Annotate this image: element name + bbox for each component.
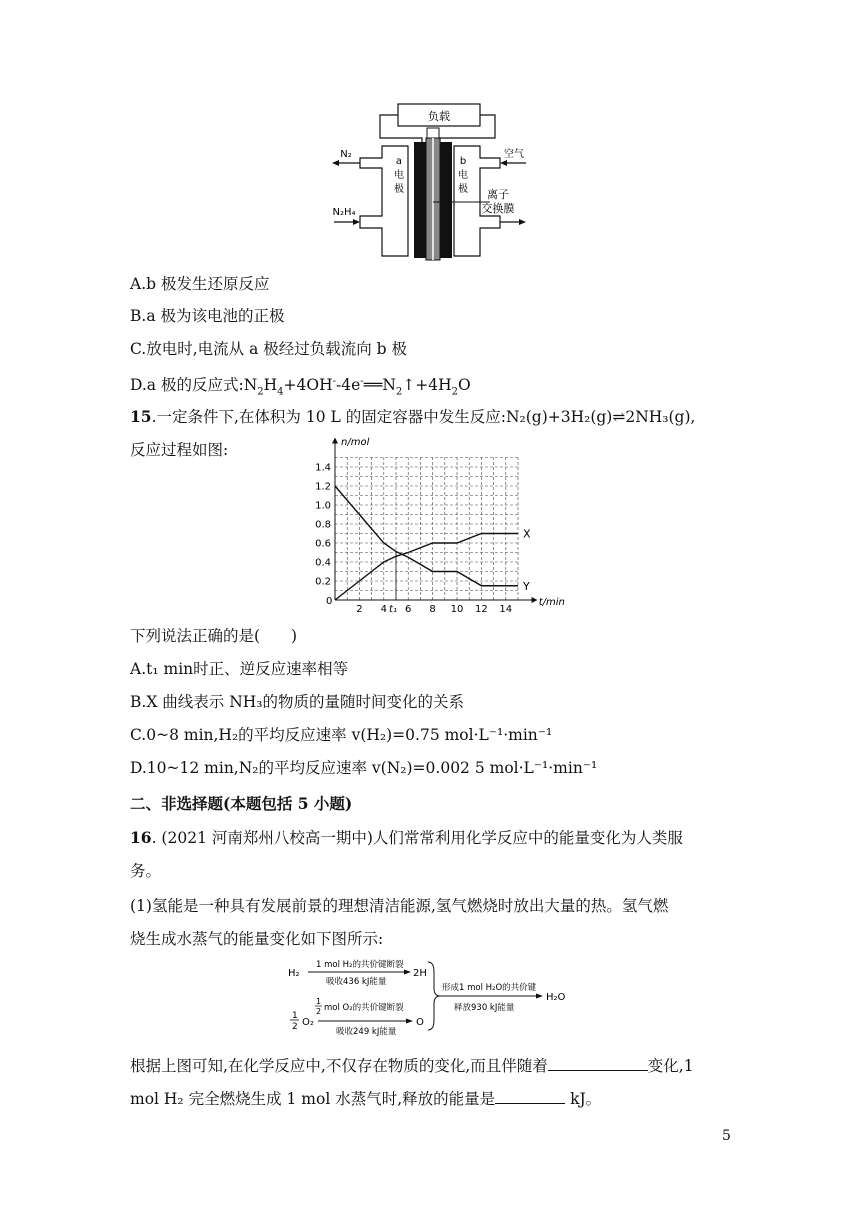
b-electrode-char-3: 极 xyxy=(458,184,468,195)
n2-label: N₂ xyxy=(340,149,352,160)
y-tick-label: 1.0 xyxy=(315,500,331,512)
x-tick-label: 8 xyxy=(429,604,436,615)
energy-change-diagram xyxy=(282,954,582,1039)
bot-arrow-below-label: 吸收249 kJ能量 xyxy=(336,1027,397,1037)
x-tick-label: 6 xyxy=(405,604,412,615)
q16-question-line-1: 根据上图可知,在化学反应中,不仅存在物质的变化,而且伴随着 变化,1 xyxy=(130,1054,740,1076)
bot-arrow-above-label: mol O₂的共价键断裂 xyxy=(324,1003,404,1013)
y-tick-label: 0.4 xyxy=(315,557,331,569)
page-number: 5 xyxy=(722,1128,731,1144)
q14-option-a: A.b 极发生还原反应 xyxy=(130,275,270,293)
t1-label: t₁ xyxy=(389,604,397,615)
section-heading: 二、非选择题(本题包括 5 小题) xyxy=(130,794,353,813)
q16-part1-line-1: (1)氢能是一种具有发展前景的理想清洁能源,氢气燃烧时放出大量的热。氢气燃 xyxy=(130,897,669,915)
a-electrode-char-3: 极 xyxy=(394,184,404,195)
series-label-x: X xyxy=(523,527,531,541)
y-tick-label: 0.2 xyxy=(315,576,331,588)
y-tick-label: 1.2 xyxy=(315,481,331,493)
fuel-cell-diagram xyxy=(330,98,530,263)
q15-stem-line-1: 15.一定条件下,在体积为 10 L 的固定容器中发生反应:N₂(g)+3H₂(g)⇌2NH₃(g), xyxy=(130,407,696,426)
x-tick-label: 4 xyxy=(380,604,387,615)
a-electrode-char-2: 电 xyxy=(394,170,404,181)
o-label: O xyxy=(416,1017,424,1028)
series-line-x xyxy=(335,534,518,601)
x-axis-label: t/min xyxy=(538,597,565,608)
x-axis-arrow xyxy=(532,597,538,603)
q15-prompt: 下列说法正确的是( ) xyxy=(130,627,298,645)
series-line-y xyxy=(335,486,518,586)
origin-label: 0 xyxy=(326,596,333,607)
membrane-label-2: 交换膜 xyxy=(481,202,515,215)
q14-option-d: D.a 极的反应式$:N_2H_4+4OH^--4e^-══N_2↑+4H_2O$ xyxy=(130,376,471,398)
air-label: 空气 xyxy=(504,149,524,160)
b-electrode-char-2: 电 xyxy=(458,170,468,181)
bot-half-numerator: 1 xyxy=(316,997,322,1006)
right-arrow-below-label: 释放930 kJ能量 xyxy=(454,1003,515,1013)
q15-stem-line-2: 反应过程如图: xyxy=(130,441,229,459)
y-tick-label: 0.8 xyxy=(315,519,331,531)
y-tick-label: 0.6 xyxy=(315,538,331,550)
membrane-label-1: 离子 xyxy=(487,188,509,201)
reaction-chart xyxy=(305,437,565,618)
x-tick-label: 10 xyxy=(450,604,464,615)
a-electrode-char-1: a xyxy=(395,156,403,167)
q16-stem-line-1: 16. (2021 河南郑州八校高一期中)人们常常利用化学反应中的能量变化为人类服 xyxy=(130,828,683,847)
right-arrow-above-label: 形成1 mol H₂O的共价键 xyxy=(442,983,537,993)
o2-label: O₂ xyxy=(302,1017,314,1028)
b-electrode-char-1: b xyxy=(459,156,467,167)
series-label-y: Y xyxy=(523,579,530,593)
q14-option-b: B.a 极为该电池的正极 xyxy=(130,307,285,325)
answer-blank-1[interactable] xyxy=(548,1054,648,1071)
answer-blank-2[interactable] xyxy=(495,1087,565,1104)
q14-option-c: C.放电时,电流从 a 极经过负载流向 b 极 xyxy=(130,340,408,358)
top-arrow-below-label: 吸收436 kJ能量 xyxy=(326,977,387,987)
x-tick-label: 12 xyxy=(475,604,488,615)
q15-option-a: A.t₁ min时正、逆反应速率相等 xyxy=(130,660,349,678)
q16-question-line-2: mol H₂ 完全燃烧生成 1 mol 水蒸气时,释放的能量是 kJ。 xyxy=(130,1087,740,1109)
y-axis-label: n/mol xyxy=(341,437,370,449)
n2h4-label: N₂H₄ xyxy=(332,207,356,218)
h2o-label: H₂O xyxy=(546,992,566,1003)
x-tick-label: 2 xyxy=(356,604,363,615)
q16-part1-line-2: 烧生成水蒸气的能量变化如下图所示: xyxy=(130,930,384,948)
h2-label: H₂ xyxy=(288,968,300,979)
q16-stem-line-2: 务。 xyxy=(130,862,162,880)
q15-option-d: D.10~12 min,N₂的平均反应速率 v(N₂)=0.002 5 mol·L⁻¹·min⁻¹ xyxy=(130,759,598,777)
half-numerator: 1 xyxy=(292,1011,298,1021)
q15-option-b: B.X 曲线表示 NH₃的物质的量随时间变化的关系 xyxy=(130,693,465,711)
half-denominator: 2 xyxy=(292,1022,298,1032)
load-label: 负载 xyxy=(428,110,450,123)
two-h-label: 2H xyxy=(413,968,427,979)
q15-option-c: C.0~8 min,H₂的平均反应速率 v(H₂)=0.75 mol·L⁻¹·min⁻¹ xyxy=(130,726,553,744)
x-tick-label: 14 xyxy=(499,604,513,615)
top-arrow-above-label: 1 mol H₂的共价键断裂 xyxy=(316,960,404,970)
y-tick-label: 1.4 xyxy=(315,462,331,474)
bot-half-denominator: 2 xyxy=(316,1007,322,1016)
